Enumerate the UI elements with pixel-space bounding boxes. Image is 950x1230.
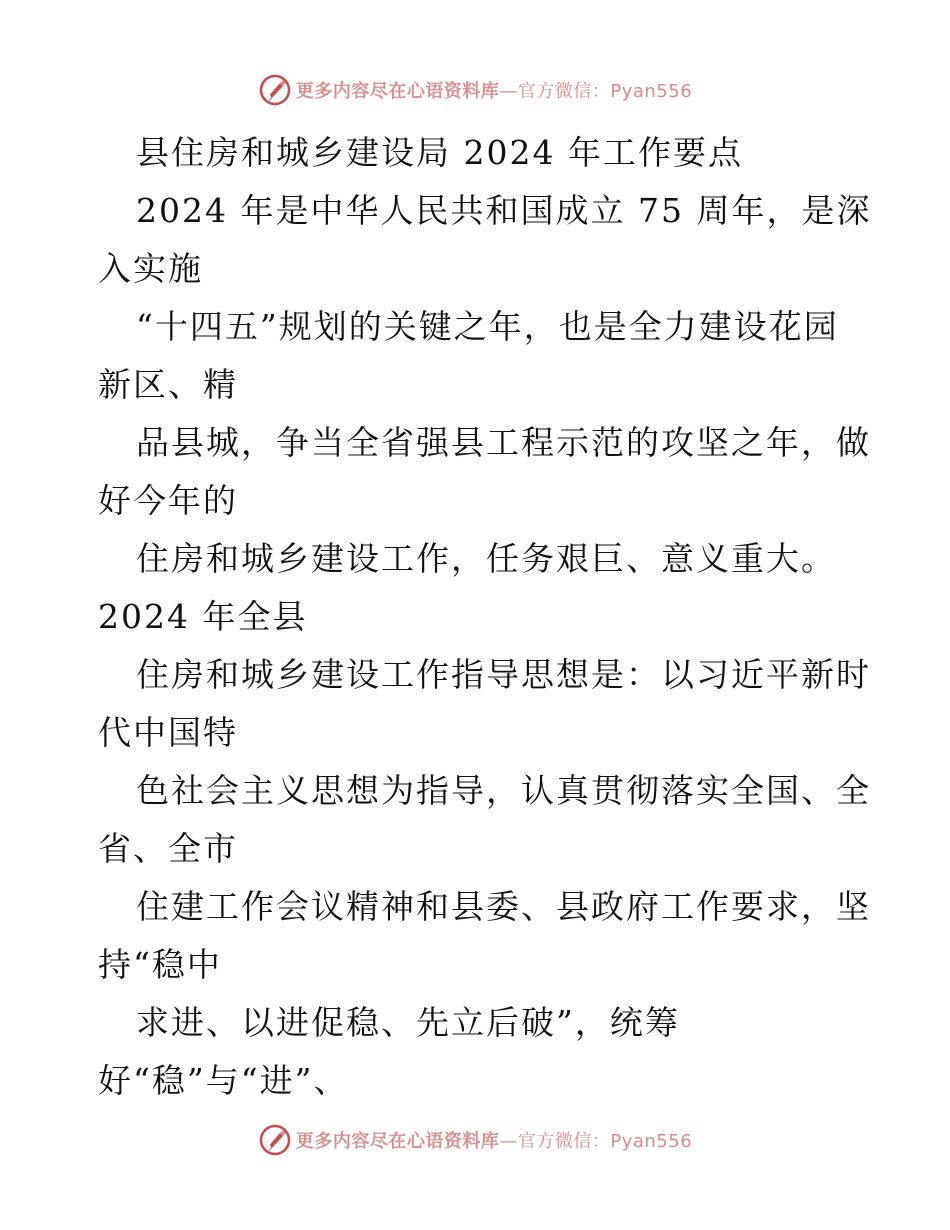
paragraph-line: 色社会主义思想为指导，认真贯彻落实全国、全 [136, 771, 871, 810]
watermark-wechat-label: 官方微信： [517, 81, 611, 102]
header-watermark [0, 70, 950, 110]
paragraph-line: 住建工作会议精神和县委、县政府工作要求，坚 [136, 887, 871, 926]
watermark-separator: — [499, 1131, 518, 1152]
paragraph-line: 新区、精 [98, 365, 238, 404]
paragraph-line: “十四五”规划的关键之年，也是全力建设花园 [136, 307, 839, 346]
paragraph-line: 入实施 [98, 249, 203, 288]
paragraph-line: 品县城，争当全省强县工程示范的攻坚之年，做 [136, 423, 871, 462]
paragraph-line: 2024 年是中华人民共和国成立 75 周年，是深 [136, 191, 872, 230]
paragraph-line: 住房和城乡建设工作指导思想是：以习近平新时 [136, 655, 871, 694]
pen-logo-icon [258, 73, 292, 107]
paragraph-line: 代中国特 [98, 713, 238, 752]
pen-logo-icon [258, 1123, 292, 1157]
document-body [98, 124, 878, 1110]
watermark-wechat-id: Pyan556 [610, 1131, 693, 1152]
watermark-text [296, 77, 692, 103]
watermark-wechat-label: 官方微信： [517, 1131, 611, 1152]
watermark-text [296, 1127, 692, 1153]
paragraph-line: 住房和城乡建设工作，任务艰巨、意义重大。 [136, 539, 836, 578]
footer-watermark [0, 1120, 950, 1160]
watermark-main-text: 更多内容尽在心语资料库 [295, 1131, 500, 1152]
paragraph-line: 好“稳”与“进”、 [98, 1061, 349, 1100]
paragraph-line: 2024 年全县 [98, 597, 308, 636]
paragraph-line: 省、全市 [98, 829, 238, 868]
document-title: 县住房和城乡建设局 2024 年工作要点 [136, 133, 743, 172]
watermark-main-text: 更多内容尽在心语资料库 [295, 81, 500, 102]
paragraph-line: 好今年的 [98, 481, 238, 520]
paragraph-line: 持“稳中 [98, 945, 222, 984]
watermark-wechat-id: Pyan556 [610, 81, 693, 102]
paragraph-line: 求进、以进促稳、先立后破”，统筹 [136, 1003, 680, 1042]
watermark-separator: — [499, 81, 518, 102]
